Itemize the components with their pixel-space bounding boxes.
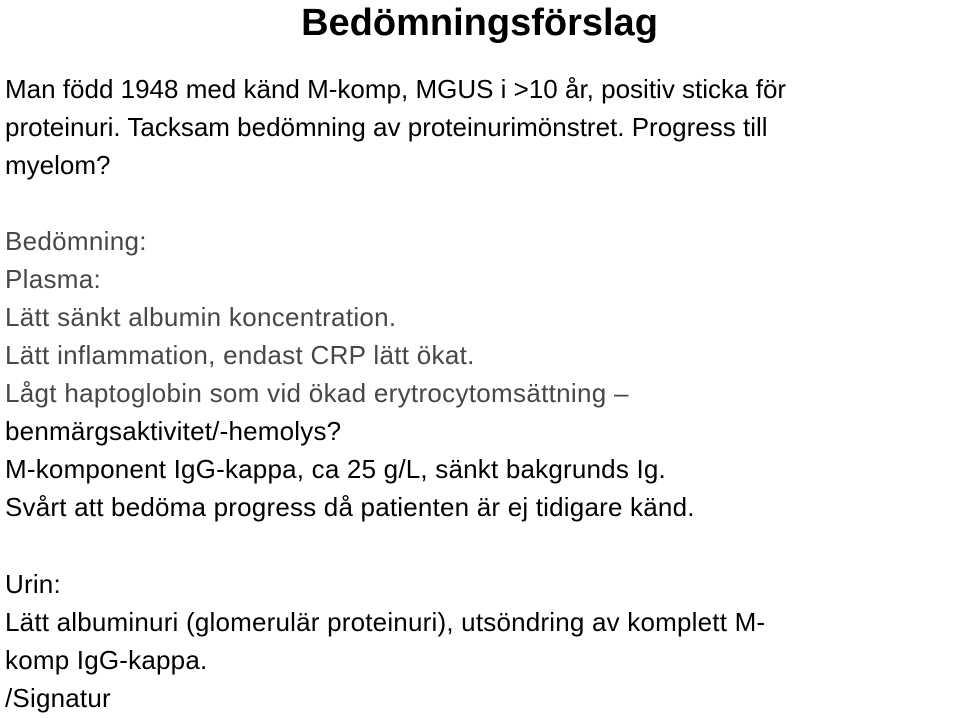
plasma-line-5: M-komponent IgG-kappa, ca 25 g/L, sänkt bakgrunds Ig. — [5, 454, 666, 484]
plasma-heading: Plasma: — [5, 264, 102, 294]
plasma-line-6: Svårt att bedöma progress då patienten är ej tidigare känd. — [5, 492, 695, 522]
intro-line-3: myelom? — [5, 150, 111, 180]
plasma-line-4: benmärgsaktivitet/-hemolys? — [5, 416, 342, 446]
intro-line-2: proteinuri. Tacksam bedömning av proteinurimönstret. Progress till — [5, 112, 768, 142]
signature: /Signatur — [5, 683, 111, 713]
urine-heading: Urin: — [5, 569, 61, 599]
intro-line-1: Man född 1948 med känd M-komp, MGUS i >10 år, positiv sticka för — [5, 74, 787, 104]
urine-line-1: Lätt albuminuri (glomerulär proteinuri), utsöndring av komplett M- — [5, 607, 766, 637]
page-title: Bedömningsförslag — [301, 2, 658, 44]
plasma-line-2: Lätt inflammation, endast CRP lätt ökat. — [5, 340, 475, 370]
assessment-heading: Bedömning: — [5, 226, 147, 256]
plasma-line-1: Lätt sänkt albumin koncentration. — [5, 302, 397, 332]
plasma-line-3: Lågt haptoglobin som vid ökad erytrocytomsättning – — [5, 378, 629, 408]
urine-line-2: komp IgG-kappa. — [5, 645, 208, 675]
